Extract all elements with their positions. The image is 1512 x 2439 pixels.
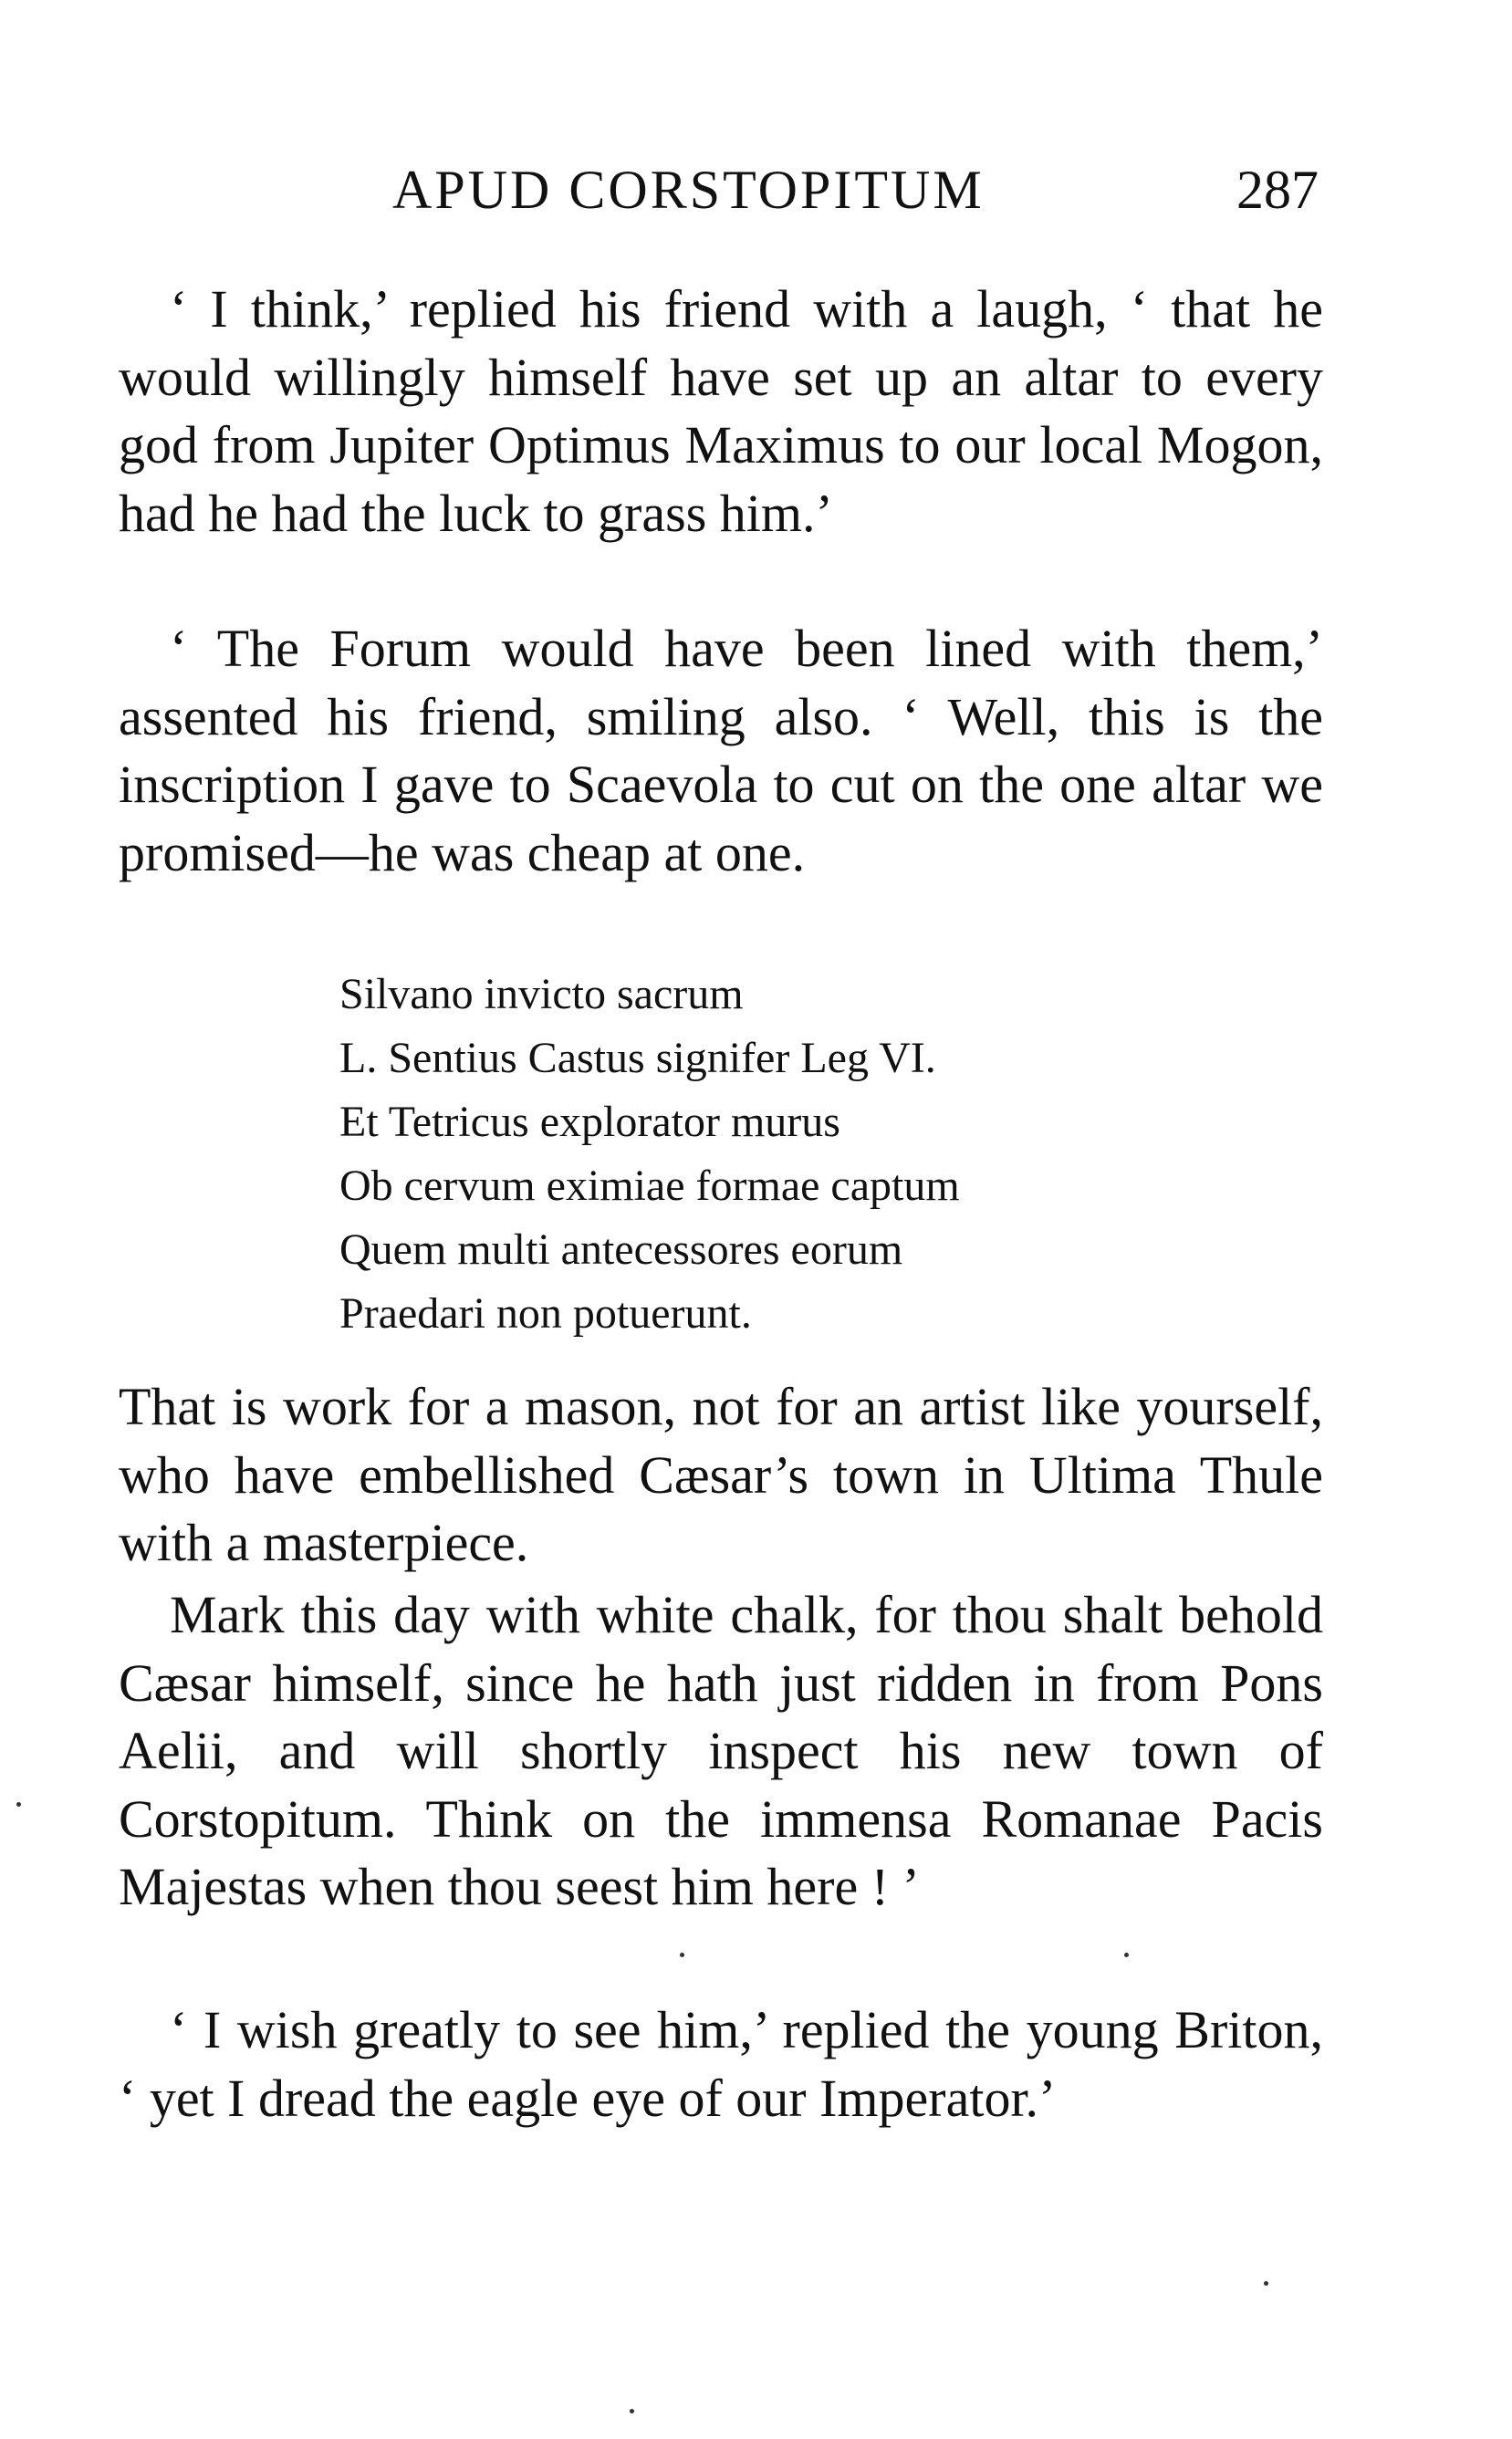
inscription-line: Et Tetricus explorator murus xyxy=(339,1098,840,1146)
inscription-line: Silvano invicto sacrum xyxy=(339,970,744,1018)
running-head: APUD CORSTOPITUM xyxy=(392,160,985,220)
print-speck xyxy=(1124,1953,1129,1957)
altar-inscription xyxy=(339,963,960,1346)
print-speck xyxy=(1264,2281,1268,2286)
inscription-line: Praedari non potuerunt. xyxy=(339,1289,752,1338)
paragraph: ‘ I think,’ replied his friend with a laugh, ‘ that he would willingly himself have set up an altar to every god from Jupiter Optimus Maximus to our local Mogon, had he had the luck to grass him.’ xyxy=(119,279,1323,543)
paragraph: Mark this day with white chalk, for thou shalt behold Cæsar himself, since he hath just ridden in from Pons Aelii, and will shortly inspect his new town of Corstopitum. Think on the immensa Romanae Pacis Majestas when thou seest him here ! ’ xyxy=(119,1585,1323,1916)
paragraph: ‘ I wish greatly to see him,’ replied the young Briton, ‘ yet I dread the eagle eye of our Imperator.’ xyxy=(119,2000,1323,2128)
inscription-line: Ob cervum eximiae formae captum xyxy=(339,1162,960,1210)
print-speck xyxy=(16,1802,21,1807)
print-speck xyxy=(630,2409,634,2413)
print-speck xyxy=(680,1953,684,1957)
page-number: 287 xyxy=(1236,160,1319,220)
paragraph: ‘ The Forum would have been lined with them,’ assented his friend, smiling also. ‘ Well, this is the inscription I gave to Scaevola to cut on the one altar we promised—he was cheap at one. xyxy=(119,619,1323,882)
inscription-line: Quem multi antecessores eorum xyxy=(339,1225,903,1274)
paragraph: That is work for a mason, not for an artist like yourself, who have embellished Cæsar’s town in Ultima Thule with a masterpiece. xyxy=(119,1377,1323,1572)
inscription-line: L. Sentius Castus signifer Leg VI. xyxy=(339,1034,936,1082)
